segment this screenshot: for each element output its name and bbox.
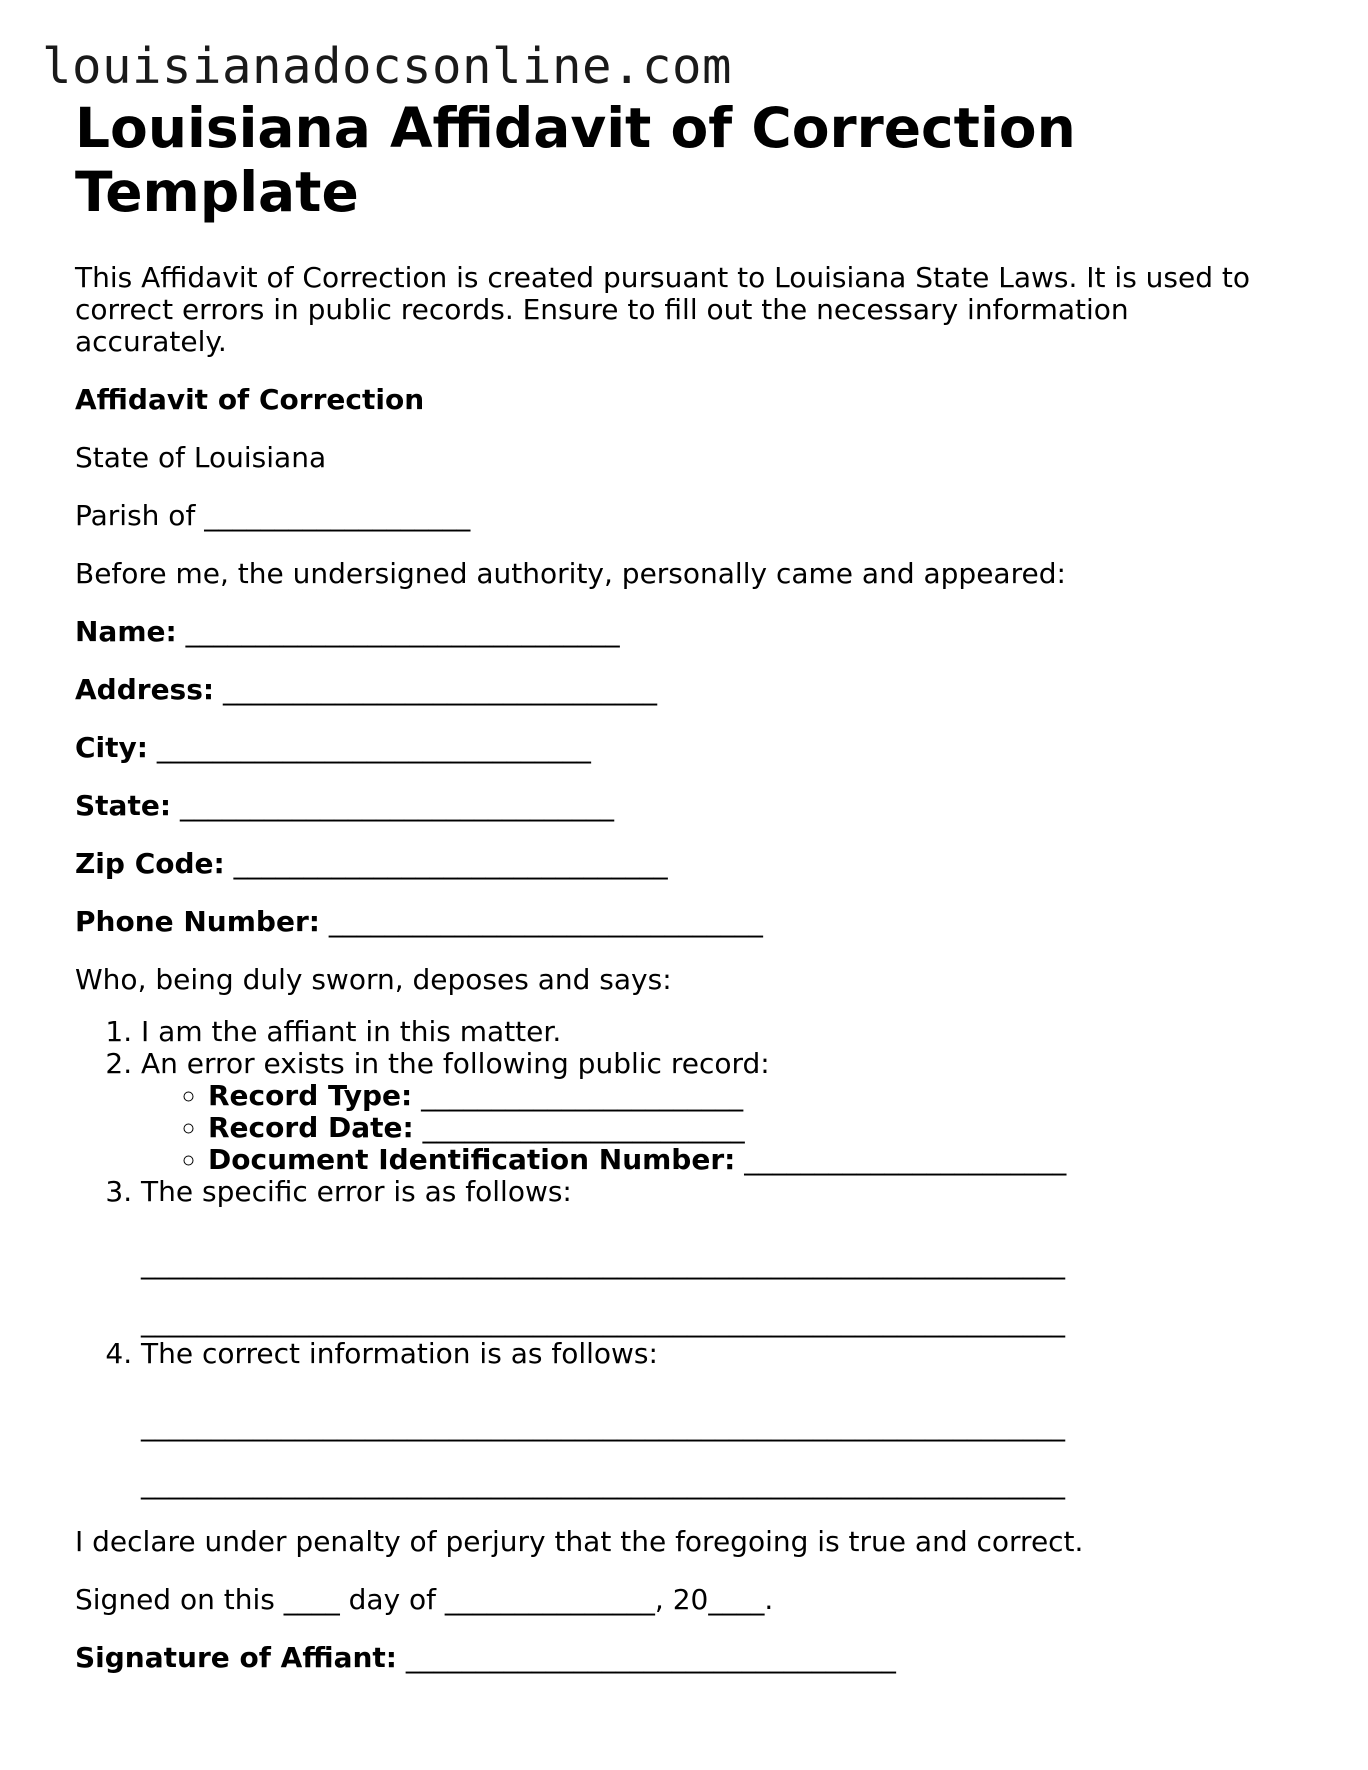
address-label: Address:	[75, 673, 215, 706]
parish-line: Parish of ___________________	[75, 499, 471, 532]
state-label: State:	[75, 789, 172, 822]
list-item	[141, 1176, 1285, 1338]
document-title: Louisiana Affidavit of Correction Template	[75, 96, 1076, 224]
signature-blank: ___________________________________	[405, 1641, 896, 1674]
name-field	[75, 616, 1285, 648]
state-line: State of Louisiana	[75, 441, 327, 474]
record-date-label: Record Date:	[208, 1111, 414, 1144]
state-blank: _______________________________	[179, 789, 614, 822]
list-item	[141, 1016, 1285, 1048]
address-blank: _______________________________	[223, 673, 657, 706]
city-field	[75, 732, 1285, 764]
record-date-blank: _______________________	[422, 1111, 745, 1144]
record-type-label: Record Type:	[208, 1079, 413, 1112]
blank-line: __________________________________________________________________	[141, 1247, 1065, 1280]
document-page	[75, 96, 1285, 1674]
record-type-field	[208, 1080, 1285, 1112]
intro-paragraph: This Affidavit of Correction is created pursuant to Louisiana State Laws. It is used to correct errors in public records. Ensure to fill out the necessary information accurately.	[75, 261, 1251, 358]
section-heading: Affidavit of Correction	[75, 383, 425, 416]
state-field	[75, 790, 1285, 822]
statements-list	[75, 1016, 1285, 1500]
blank-line: __________________________________________________________________	[141, 1467, 1065, 1500]
phone-number-blank: _______________________________	[328, 905, 763, 938]
zip-code-blank: _______________________________	[233, 847, 668, 880]
signature-field	[75, 1642, 1285, 1674]
name-label: Name:	[75, 615, 177, 648]
statement-2: An error exists in the following public record:	[141, 1047, 770, 1080]
statement-3: The specific error is as follows:	[141, 1175, 572, 1208]
phone-number-field	[75, 906, 1285, 938]
sworn-line: Who, being duly sworn, deposes and says:	[75, 963, 672, 996]
document-id-blank: _______________________	[744, 1143, 1067, 1176]
statement-4: The correct information is as follows:	[141, 1337, 658, 1370]
blank-line: __________________________________________________________________	[141, 1305, 1065, 1338]
record-fields-list	[141, 1080, 1285, 1176]
signed-on-line: Signed on this ____ day of _______________, 20____.	[75, 1583, 774, 1616]
name-blank: _______________________________	[185, 615, 620, 648]
watermark: louisianadocsonline.com	[42, 38, 733, 95]
city-label: City:	[75, 731, 148, 764]
address-field	[75, 674, 1285, 706]
correct-info-blanks	[141, 1410, 1285, 1500]
record-date-field	[208, 1112, 1285, 1144]
before-me-line: Before me, the undersigned authority, personally came and appeared:	[75, 557, 1066, 590]
declaration-line: I declare under penalty of perjury that the foregoing is true and correct.	[75, 1525, 1084, 1558]
record-type-blank: _______________________	[421, 1079, 744, 1112]
blank-line: __________________________________________________________________	[141, 1409, 1065, 1442]
phone-number-label: Phone Number:	[75, 905, 320, 938]
document-id-label: Document Identification Number:	[208, 1143, 736, 1176]
zip-code-field	[75, 848, 1285, 880]
list-item	[141, 1048, 1285, 1176]
document-id-field	[208, 1144, 1285, 1176]
statement-1: I am the affiant in this matter.	[141, 1015, 562, 1048]
specific-error-blanks	[141, 1248, 1285, 1338]
signature-label: Signature of Affiant:	[75, 1641, 397, 1674]
list-item	[141, 1338, 1285, 1500]
city-blank: _______________________________	[156, 731, 591, 764]
zip-code-label: Zip Code:	[75, 847, 225, 880]
